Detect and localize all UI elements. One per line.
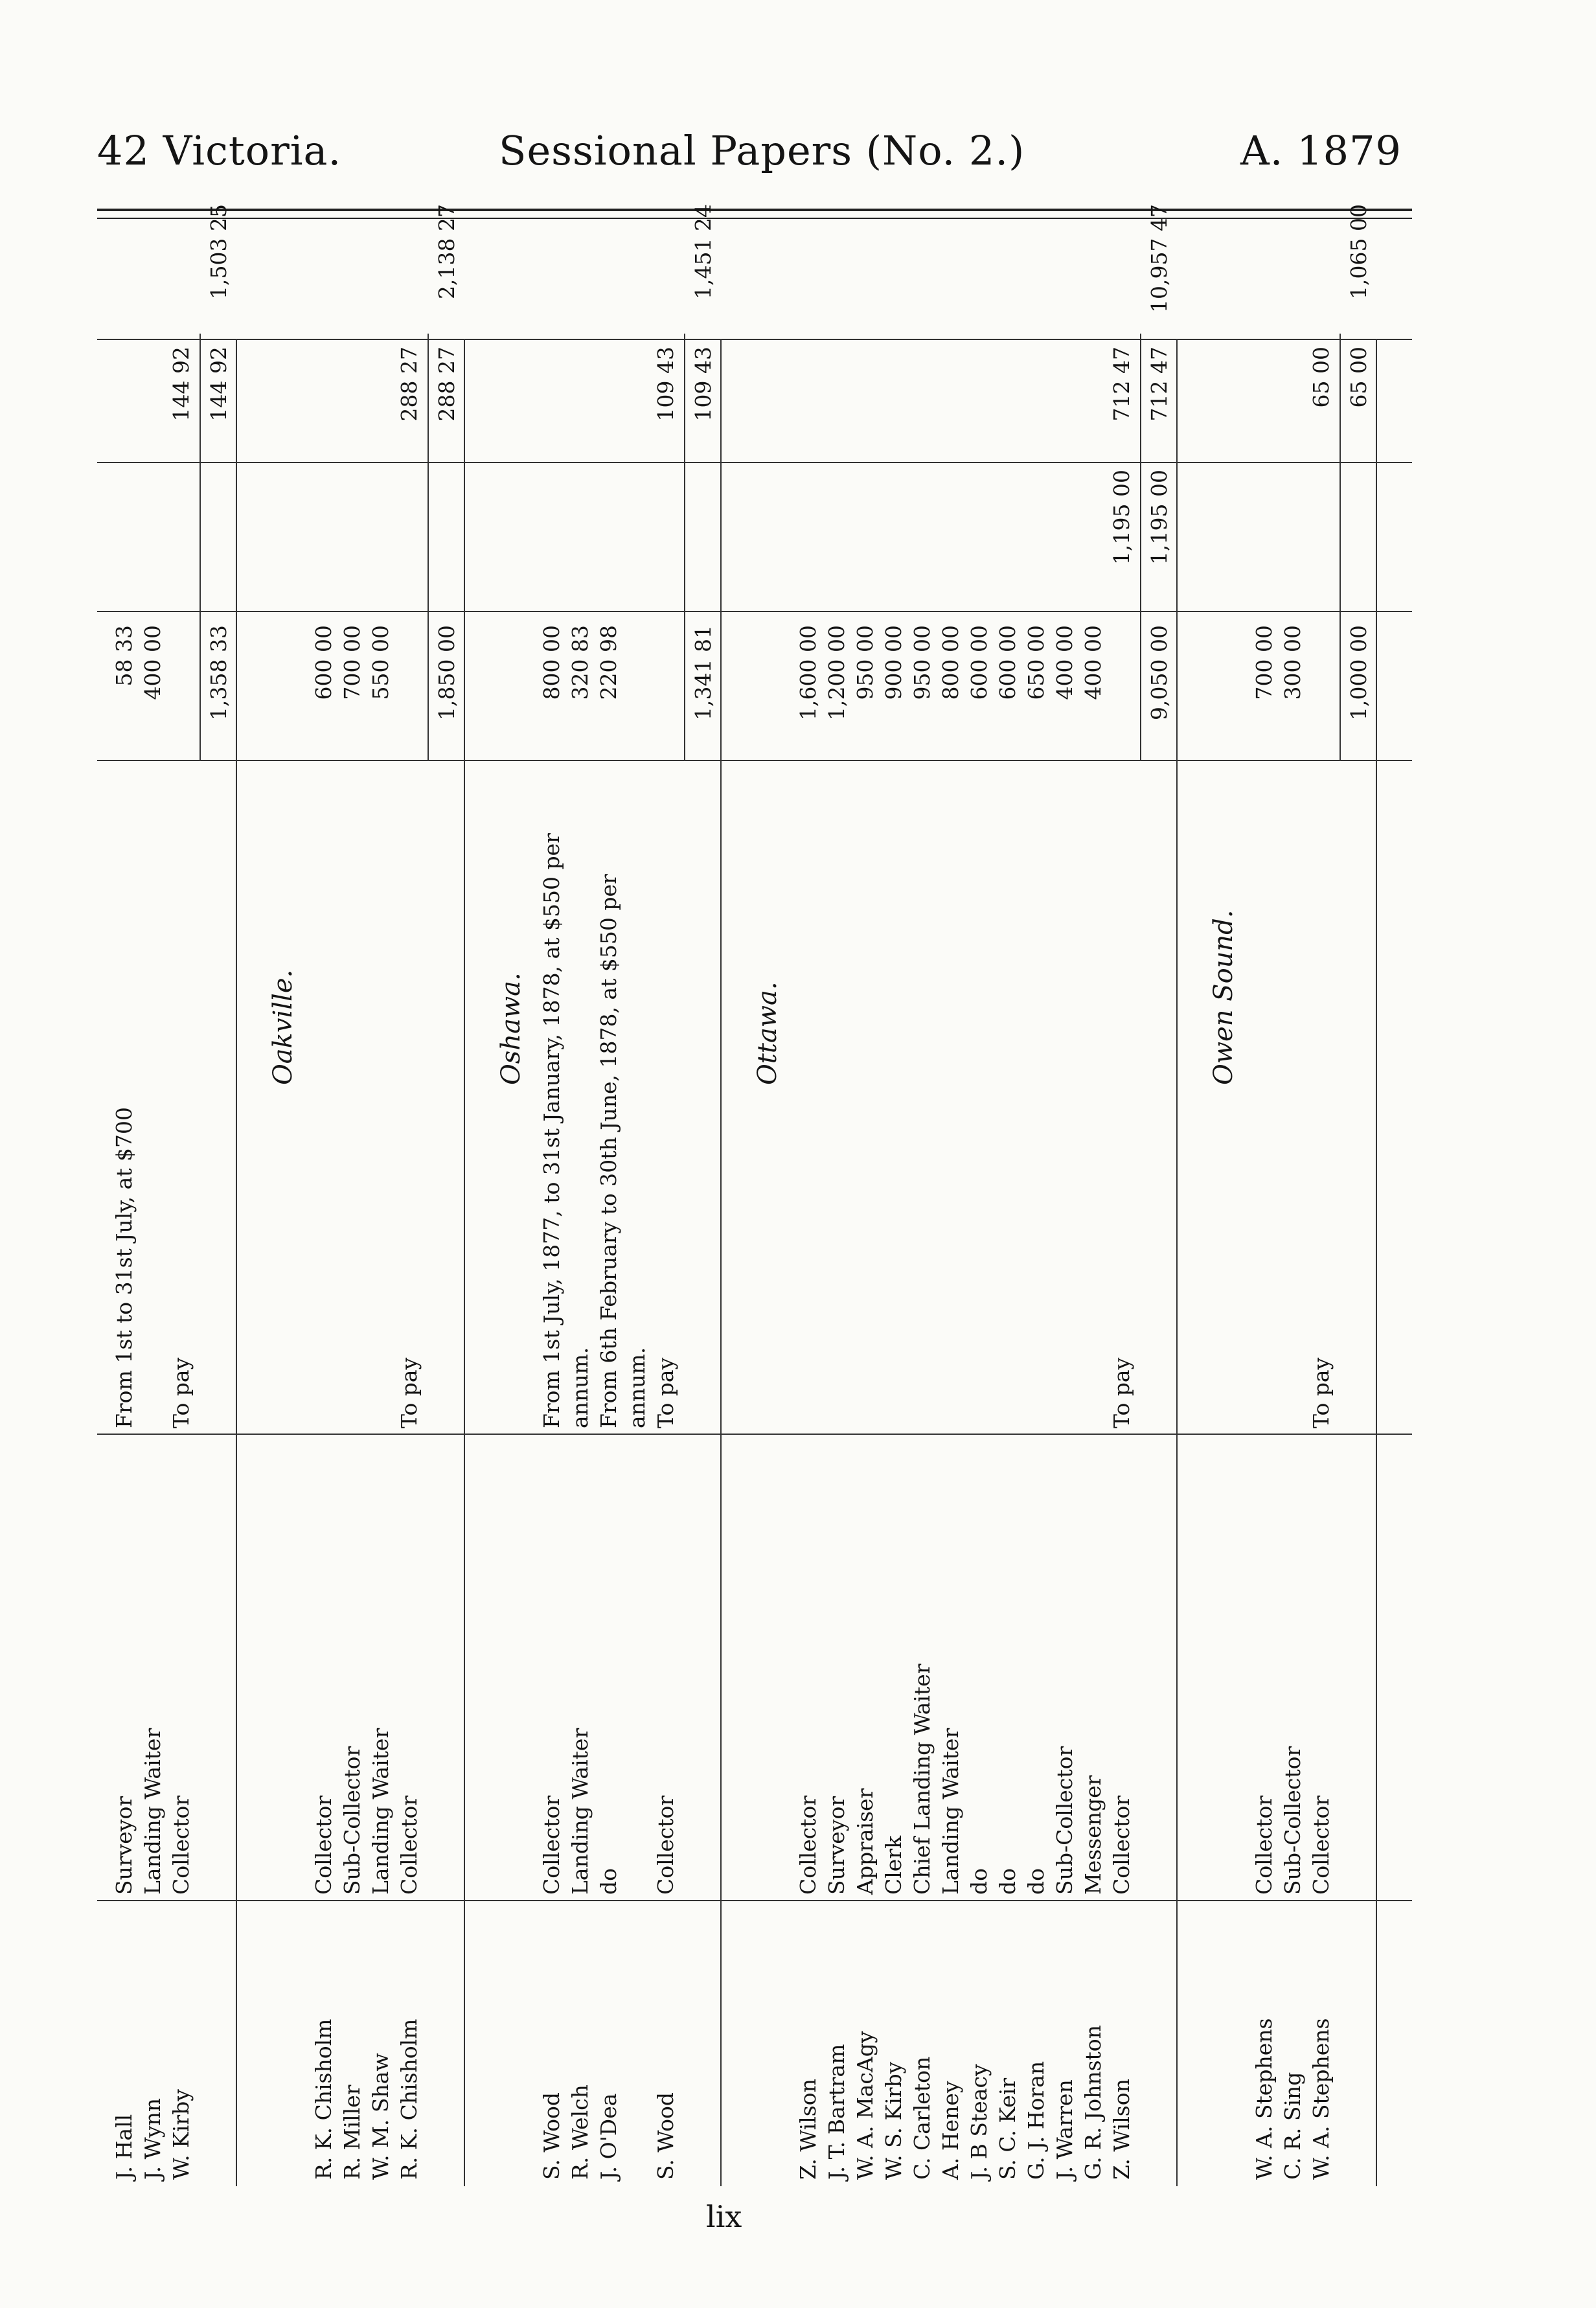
table-row xyxy=(908,230,937,2186)
employee-name: J. B Steacy xyxy=(966,2064,992,2180)
table-row xyxy=(794,230,823,2186)
amount-salary: 950 00 xyxy=(909,625,935,700)
employee-name: J. O'Dea xyxy=(596,2093,621,2180)
salary-table xyxy=(97,204,1412,2186)
employee-name: R. K. Chisholm xyxy=(311,2018,336,2180)
employee-name: C. Carleton xyxy=(909,2056,935,2180)
subtotal-row xyxy=(1345,204,1373,2186)
table-row xyxy=(994,230,1022,2186)
office-title: Messenger xyxy=(1080,1775,1106,1895)
header-rule xyxy=(97,209,1412,211)
amount-salary: 650 00 xyxy=(1023,625,1049,700)
table-row xyxy=(1250,230,1279,2186)
employee-name: R. Welch xyxy=(567,2085,593,2180)
amount-salary: 950 00 xyxy=(852,625,878,700)
subtotal-rule xyxy=(1340,334,1341,761)
office-title: Landing Waiter xyxy=(567,1728,593,1895)
amount-salary: 400 00 xyxy=(1080,625,1106,700)
office-title: Sub-Collector xyxy=(1052,1746,1077,1895)
subtotal-salary: 1,341 81 xyxy=(690,625,716,720)
amount-salary: 550 00 xyxy=(368,625,393,700)
amount-to-pay: 109 43 xyxy=(653,347,678,422)
amount-salary: 300 00 xyxy=(1280,625,1305,700)
period-detail: From 1st July, 1877, to 31st January, 1878, at $550 per xyxy=(539,833,564,1428)
amount-salary: 220 98 xyxy=(596,625,621,700)
period-detail: To pay xyxy=(1109,1357,1134,1428)
office-title: Sub-Collector xyxy=(1280,1746,1305,1895)
subtotal-rule xyxy=(200,334,201,761)
amount-salary: 700 00 xyxy=(1251,625,1277,700)
section-title: Oshawa. xyxy=(496,972,526,1085)
table-row xyxy=(110,230,139,2186)
amount-salary: 800 00 xyxy=(539,625,564,700)
table-row xyxy=(395,230,424,2186)
header-volume: 42 Victoria. xyxy=(97,127,342,174)
subtotal-row xyxy=(205,204,233,2186)
section-title: Owen Sound. xyxy=(1209,909,1238,1085)
table-row xyxy=(652,230,680,2186)
amount-to-pay: 712 47 xyxy=(1109,347,1134,422)
office-title: Collector xyxy=(653,1795,678,1895)
period-detail: To pay xyxy=(168,1357,194,1428)
amount-to-pay: 288 27 xyxy=(396,347,422,422)
table-row xyxy=(1051,230,1079,2186)
office-title: Chief Landing Waiter xyxy=(909,1663,935,1895)
subtotal-to-pay: 712 47 xyxy=(1146,347,1172,422)
employee-name: J. T. Bartram xyxy=(824,2044,849,2180)
table-row xyxy=(1279,230,1307,2186)
group-total: 10,957 47 xyxy=(1146,204,1172,313)
amount-salary: 400 00 xyxy=(140,625,165,700)
office-title: Landing Waiter xyxy=(140,1728,165,1895)
group-rule xyxy=(1176,340,1178,2186)
employee-name: J. Warren xyxy=(1052,2079,1077,2180)
subtotal-salary: 9,050 00 xyxy=(1146,625,1172,720)
period-detail: To pay xyxy=(1308,1357,1334,1428)
office-title: Sub-Collector xyxy=(339,1746,365,1895)
amount-other: 1,195 00 xyxy=(1109,470,1134,565)
employee-name: R. Miller xyxy=(339,2085,365,2180)
group-total: 2,138 27 xyxy=(434,204,459,299)
employee-name: G. R. Johnston xyxy=(1080,2025,1106,2180)
subtotal-to-pay: 288 27 xyxy=(434,347,459,422)
header-title: Sessional Papers (No. 2.) xyxy=(499,127,1025,174)
subtotal-salary: 1,000 00 xyxy=(1346,625,1371,720)
subtotal-row xyxy=(433,204,461,2186)
office-title: Collector xyxy=(1308,1795,1334,1895)
table-row xyxy=(1307,230,1336,2186)
subtotal-to-pay: 65 00 xyxy=(1346,347,1371,408)
subtotal-other: 1,195 00 xyxy=(1146,470,1172,565)
group-rule xyxy=(236,340,237,2186)
table-row xyxy=(823,230,851,2186)
amount-salary: 58 33 xyxy=(111,625,137,687)
employee-name: Z. Wilson xyxy=(795,2079,821,2180)
period-detail: annum. xyxy=(624,1347,650,1428)
amount-salary: 1,600 00 xyxy=(795,625,821,720)
office-title: Collector xyxy=(168,1795,194,1895)
employee-name: S. Wood xyxy=(539,2092,564,2180)
subtotal-salary: 1,358 33 xyxy=(206,625,231,720)
table-row xyxy=(937,230,965,2186)
office-title: Collector xyxy=(396,1795,422,1895)
amount-to-pay: 65 00 xyxy=(1308,347,1334,408)
table-row xyxy=(338,230,367,2186)
office-title: do xyxy=(995,1868,1020,1895)
amount-to-pay: 144 92 xyxy=(168,347,194,422)
period-detail: From 6th February to 30th June, 1878, at $550 per xyxy=(596,874,621,1428)
group-total: 1,451 24 xyxy=(690,204,716,299)
column-rule xyxy=(97,462,1412,463)
subtotal-row xyxy=(689,204,718,2186)
office-title: do xyxy=(1023,1868,1049,1895)
office-title: Collector xyxy=(311,1795,336,1895)
section-title: Ottawa. xyxy=(753,981,782,1085)
employee-name: Z. Wilson xyxy=(1109,2079,1134,2180)
office-title: Landing Waiter xyxy=(368,1728,393,1895)
column-rule xyxy=(97,611,1412,612)
amount-salary: 900 00 xyxy=(881,625,906,700)
office-title: Collector xyxy=(539,1795,564,1895)
employee-name: S. C. Keir xyxy=(995,2077,1020,2180)
group-total: 1,503 25 xyxy=(206,204,231,299)
table-row xyxy=(880,230,908,2186)
employee-name: W. A. MacAgy xyxy=(852,2031,878,2180)
employee-name: J. Wynn xyxy=(140,2098,165,2180)
office-title: Surveyor xyxy=(111,1796,137,1895)
rotated-table-area xyxy=(97,204,1412,2186)
office-title: do xyxy=(596,1868,621,1895)
column-rule xyxy=(97,760,1412,761)
amount-salary: 600 00 xyxy=(995,625,1020,700)
office-title: Collector xyxy=(795,1795,821,1895)
column-rule xyxy=(97,1900,1412,1901)
table-row xyxy=(538,230,566,2186)
employee-name: W. M. Shaw xyxy=(368,2053,393,2180)
subtotal-salary: 1,850 00 xyxy=(434,625,459,720)
office-title: Surveyor xyxy=(824,1796,849,1895)
table-row xyxy=(623,230,652,2186)
amount-salary: 800 00 xyxy=(938,625,963,700)
subtotal-to-pay: 144 92 xyxy=(206,347,231,422)
page-number: lix xyxy=(706,2199,742,2234)
office-title: Appraiser xyxy=(852,1788,878,1895)
amount-salary: 600 00 xyxy=(311,625,336,700)
employee-name: A. Heney xyxy=(938,2081,963,2180)
period-detail: To pay xyxy=(653,1357,678,1428)
amount-salary: 400 00 xyxy=(1052,625,1077,700)
amount-salary: 600 00 xyxy=(966,625,992,700)
table-row xyxy=(566,230,595,2186)
table-row xyxy=(1079,230,1108,2186)
column-rule xyxy=(97,1434,1412,1435)
amount-salary: 700 00 xyxy=(339,625,365,700)
table-row xyxy=(367,230,395,2186)
group-rule xyxy=(720,340,722,2186)
table-row xyxy=(310,230,338,2186)
employee-name: S. Wood xyxy=(653,2092,678,2180)
employee-name: W. Kirby xyxy=(168,2089,194,2180)
employee-name: C. R. Sing xyxy=(1280,2072,1305,2180)
employee-name: R. K. Chisholm xyxy=(396,2018,422,2180)
section-title: Oakville. xyxy=(268,969,298,1085)
subtotal-row xyxy=(1145,204,1174,2186)
employee-name: G. J. Horan xyxy=(1023,2061,1049,2180)
column-rule xyxy=(97,339,1412,340)
employee-name: W. A. Stephens xyxy=(1308,2018,1334,2180)
subtotal-to-pay: 109 43 xyxy=(690,347,716,422)
header-year: A. 1879 xyxy=(1240,127,1402,174)
table-row xyxy=(595,230,623,2186)
office-title: do xyxy=(966,1868,992,1895)
period-detail: To pay xyxy=(396,1357,422,1428)
period-detail: annum. xyxy=(567,1347,593,1428)
office-title: Clerk xyxy=(881,1835,906,1895)
period-detail: From 1st to 31st July, at $700 xyxy=(111,1107,137,1428)
group-rule xyxy=(1376,340,1377,2186)
subtotal-rule xyxy=(684,334,685,761)
group-rule xyxy=(464,340,465,2186)
office-title: Landing Waiter xyxy=(938,1728,963,1895)
amount-salary: 320 83 xyxy=(567,625,593,700)
table-row xyxy=(965,230,994,2186)
header-rule-thin xyxy=(97,218,1412,219)
group-total: 1,065 00 xyxy=(1346,204,1371,299)
table-row xyxy=(1108,230,1136,2186)
subtotal-rule xyxy=(428,334,429,761)
employee-name: J. Hall xyxy=(111,2114,137,2180)
employee-name: W. A. Stephens xyxy=(1251,2018,1277,2180)
table-row xyxy=(139,230,167,2186)
subtotal-rule xyxy=(1140,334,1141,761)
office-title: Collector xyxy=(1109,1795,1134,1895)
table-row xyxy=(851,230,880,2186)
table-row xyxy=(1022,230,1051,2186)
employee-name: W. S. Kirby xyxy=(881,2061,906,2180)
table-row xyxy=(167,230,196,2186)
office-title: Collector xyxy=(1251,1795,1277,1895)
amount-salary: 1,200 00 xyxy=(824,625,849,720)
